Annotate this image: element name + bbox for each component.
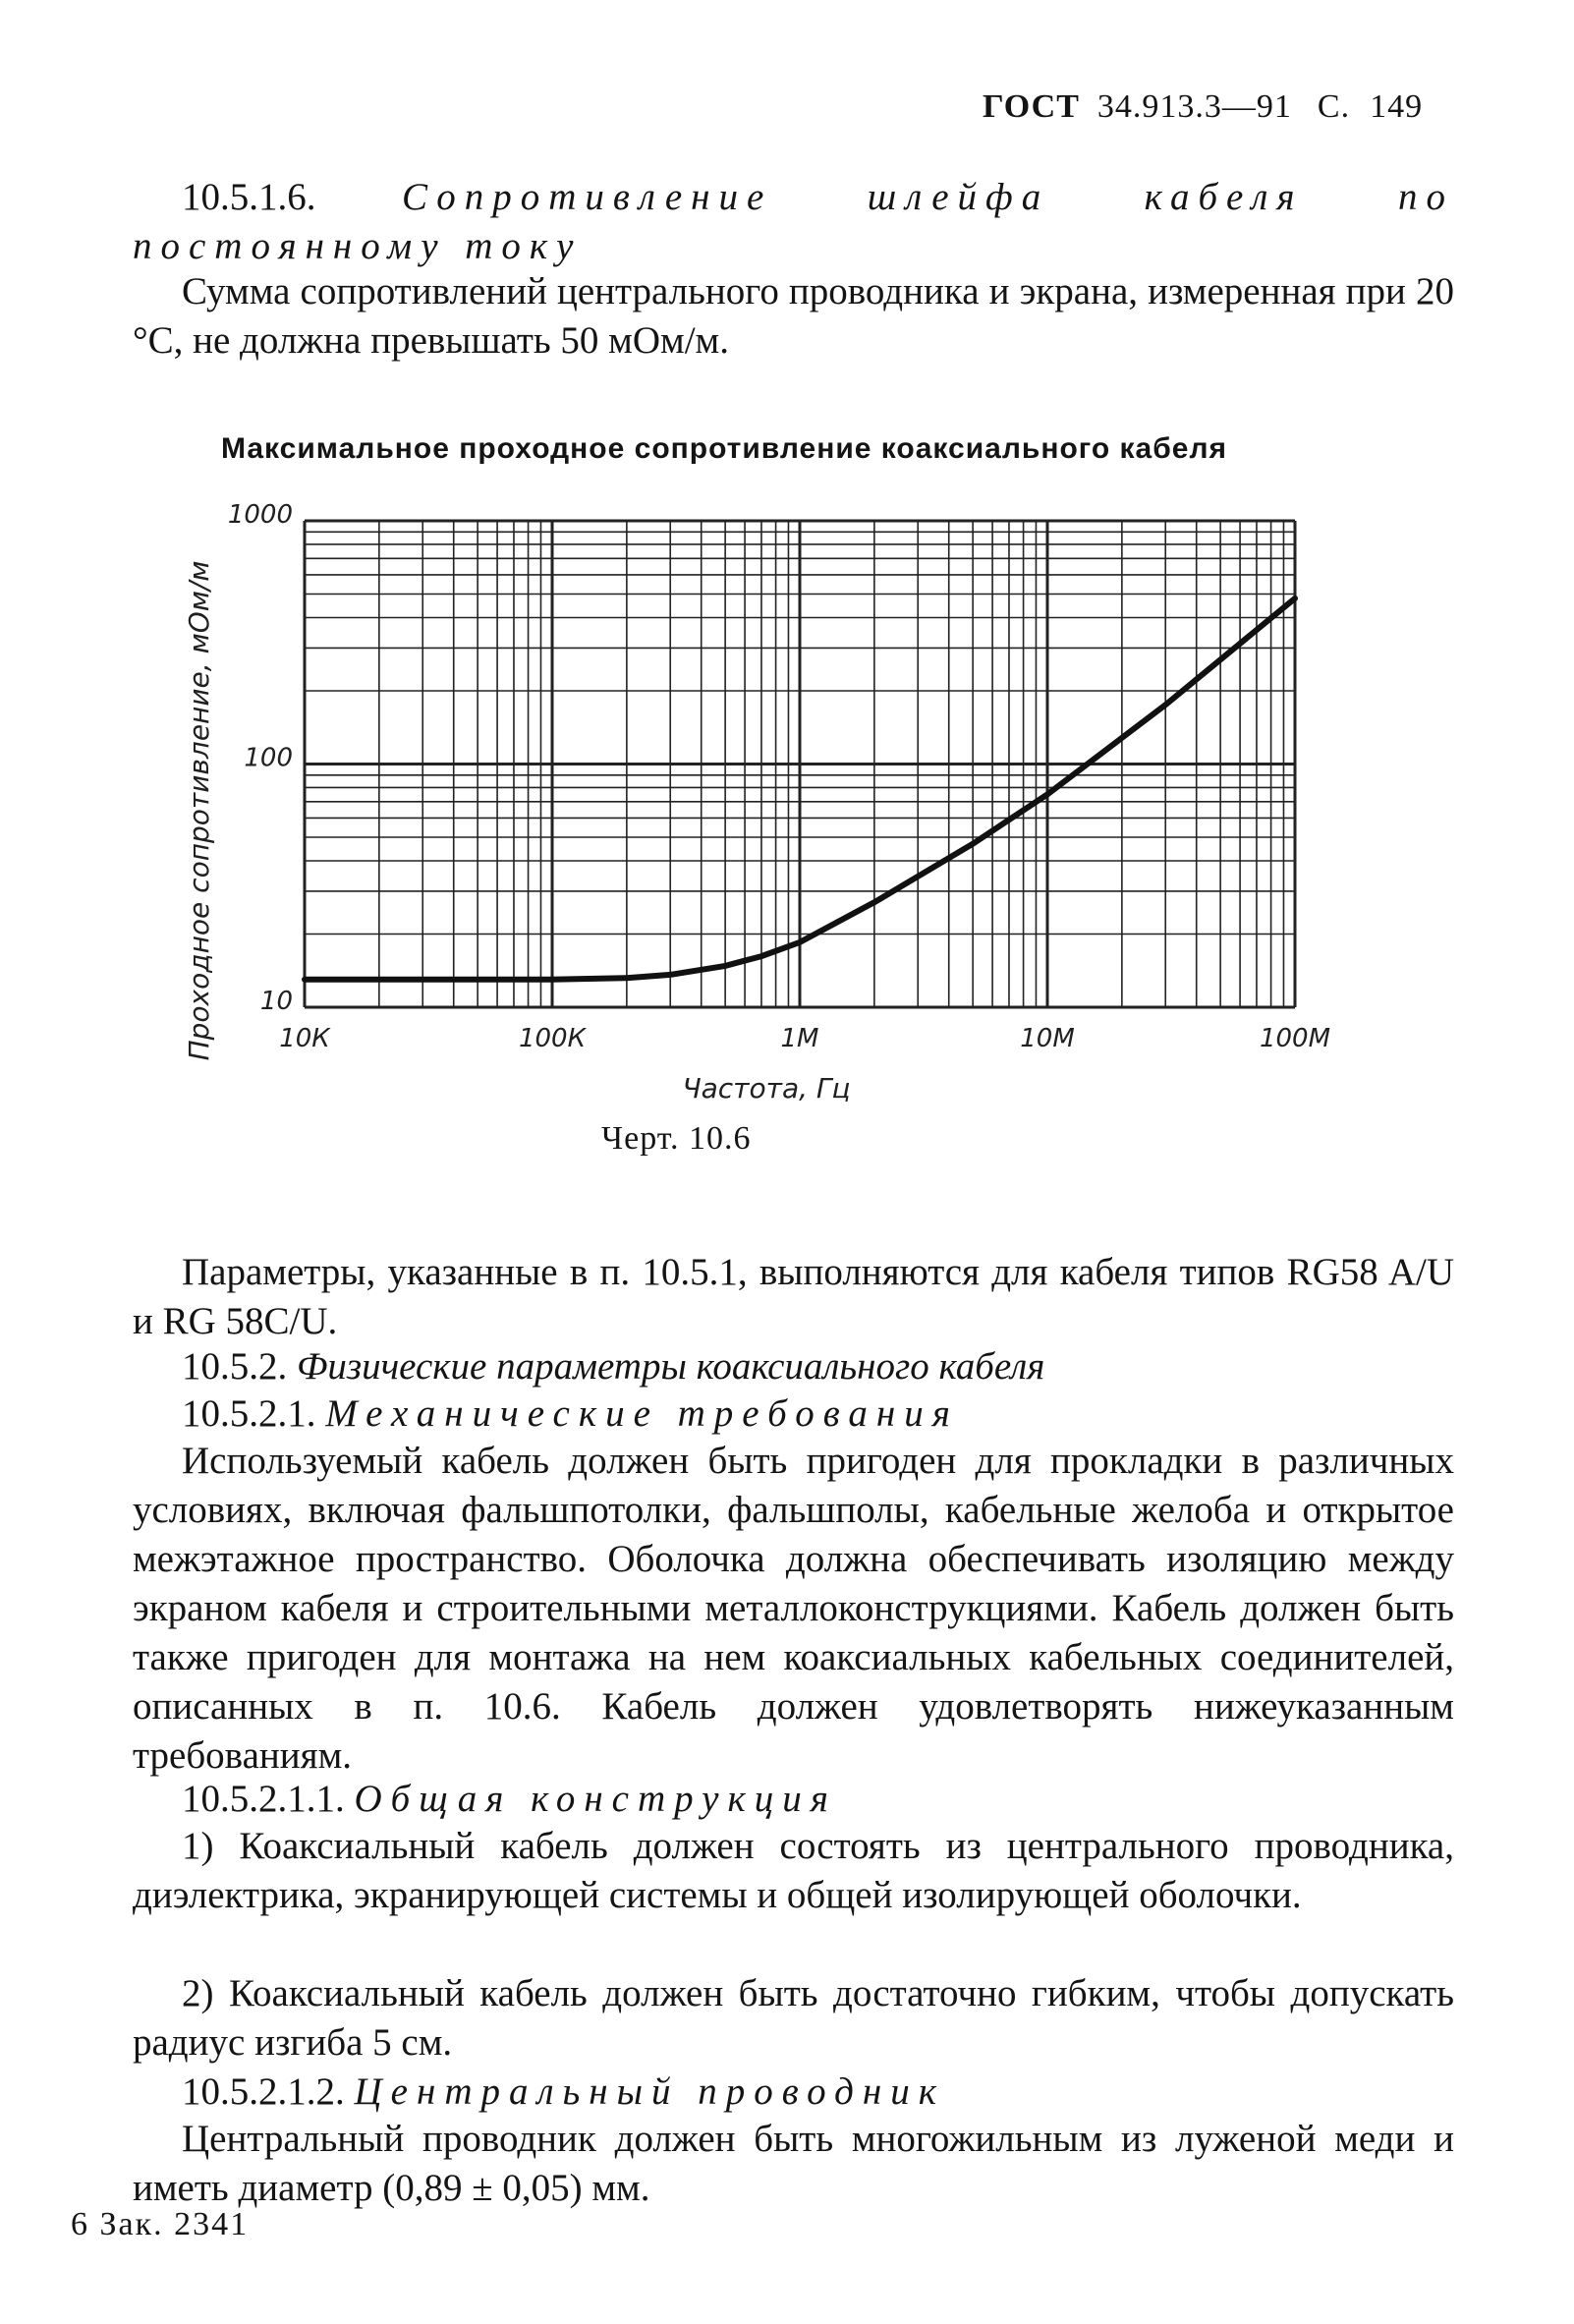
section-10516-heading xyxy=(133,173,1454,271)
section-number: 10.5.2. xyxy=(182,1345,288,1388)
section-number: 10.5.2.1. xyxy=(182,1392,316,1435)
y-tick-label: 10 xyxy=(259,987,293,1016)
section-title: Сопротивление шлейфа кабеля по постоянному току xyxy=(133,176,1455,267)
section-105212-body: Центральный проводник должен быть многожильным из луженой меди и иметь диаметр (0,89 ± 0,05) мм. xyxy=(133,2118,1454,2209)
section-10521-heading xyxy=(133,1389,1454,1439)
standard-number: 34.913.3—91 xyxy=(1096,88,1292,125)
section-title: Физические параметры коаксиального кабеля xyxy=(297,1345,1045,1388)
figure-caption: Черт. 10.6 xyxy=(601,1120,752,1157)
list-item-1: 1) Коаксиальный кабель должен состоять из центрального проводника, диэлектрика, экранирующей системы и общей изолирующей оболочки. xyxy=(133,1825,1454,1916)
x-tick-label: 10К xyxy=(279,1024,330,1053)
section-10521-body: Используемый кабель должен быть пригоден для прокладки в различных условиях, включая фальшпотолки, фальшполы, кабельные желоба и открытое межэтажное пространство. Оболочка должна обеспечивать изоляцию между экраном кабеля и строительными металлоконструкциями. Кабель должен быть также пригоден для монтажа на нем коаксиальных кабельных соединителей, описанных в п. 10.6. Кабель должен удовлетворять нижеуказанным требованиям. xyxy=(133,1440,1454,1777)
footer-order-number: 6 Зак. 2341 xyxy=(71,2206,250,2242)
y-axis-label: Проходное сопротивление, мОм/м xyxy=(183,560,215,1061)
chart-title: Максимальное проходное сопротивление коаксиального кабеля xyxy=(221,432,1228,465)
x-axis-label: Частота, Гц xyxy=(682,1072,851,1105)
section-title: Общая конструкция xyxy=(354,1778,837,1820)
para-params: Параметры, указанные в п. 10.5.1, выполняются для кабеля типов RG58 A/U и RG 58C/U. xyxy=(133,1251,1454,1342)
x-tick-label: 100М xyxy=(1259,1024,1331,1053)
y-tick-labels xyxy=(228,500,293,1016)
gost-label: ГОСТ xyxy=(983,88,1080,125)
list-item-2: 2) Коаксиальный кабель должен быть достаточно гибким, чтобы допускать радиус изгиба 5 см. xyxy=(133,1972,1454,2064)
x-tick-label: 10М xyxy=(1020,1024,1075,1053)
section-10516-body: Сумма сопротивлений центрального проводника и экрана, измеренная при 20 °С, не должна превышать 50 мОм/м. xyxy=(133,270,1454,362)
section-number: 10.5.2.1.1. xyxy=(182,1778,345,1820)
x-tick-labels xyxy=(279,1024,1330,1053)
section-title: Механические требования xyxy=(325,1392,959,1435)
chart-grid xyxy=(305,521,1295,1007)
section-105212-heading xyxy=(133,2068,1454,2117)
x-tick-label: 1М xyxy=(780,1024,819,1053)
section-number: 10.5.2.1.2. xyxy=(182,2070,345,2113)
y-tick-label: 100 xyxy=(244,743,293,773)
y-tick-label: 1000 xyxy=(227,500,293,530)
x-tick-label: 100К xyxy=(518,1024,587,1053)
resistance-chart xyxy=(167,496,1366,1105)
page-number: 149 xyxy=(1370,88,1424,125)
section-number: 10.5.1.6. xyxy=(182,176,316,218)
page-header xyxy=(983,88,1464,138)
section-1052-heading xyxy=(133,1342,1454,1391)
section-title: Центральный проводник xyxy=(354,2070,945,2113)
section-105211-heading xyxy=(133,1775,1454,1824)
page-prefix: С. xyxy=(1317,88,1351,125)
